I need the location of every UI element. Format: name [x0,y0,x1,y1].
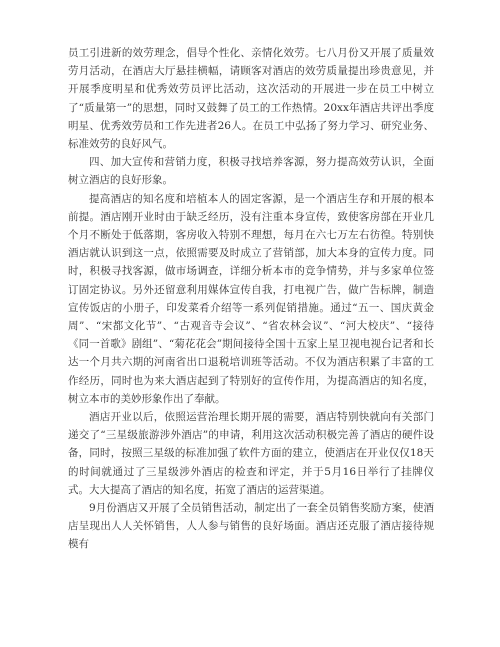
paragraph-service-activities: 员工引进新的效劳理念，倡导个性化、亲情化效劳。七八月份又开展了质量效劳月活动，在酒店大厅悬挂横幅，请顾客对酒店的效劳质量提出珍贵意见，并开展季度明星和优秀效劳员评比活动，这次活动的开展进一步在员工中树立了“质量第一”的思想，同时又鼓舞了员工的工作热情。20xx年酒店共评出季度明星、优秀效劳员和工作先进者26人。在员工中弘扬了努力学习、研究业务、标准效劳的良好风气。 [68,47,434,151]
paragraph-all-staff-sales: 9月份酒店又开展了全员销售活动，制定出了一套全员销售奖励方案，使酒店呈现出人人关怀销售，人人参与销售的良好场面。酒店还克服了酒店接待规模有 [68,502,434,551]
paragraph-three-star-rating: 酒店开业以后，依照运营治理长期开展的需要，酒店特别快就向有关部门递交了“三星级旅游涉外酒店”的申请，利用这次活动积极完善了酒店的硬件设备，同时，按照三星级的标准加强了软件方面的建立，使酒店在开业仅仅18天的时间就通过了三星级涉外酒店的检查和评定，并于5月16日举行了挂牌仪式。大大提高了酒店的知名度，拓宽了酒店的运营渠道。 [68,411,434,496]
paragraph-section-four-heading: 四、加大宣传和营销力度，积极寻找培养客源，努力提高效劳认识，全面树立酒店的良好形象。 [68,156,434,187]
paragraph-promotion: 提高酒店的知名度和培植本人的固定客源，是一个酒店生存和开展的根本前提。酒店刚开业时由于缺乏经历，没有注重本身宣传，致使客房部在开业几个月不断处于低落期，客房收入特别不理想，每月在六七万左右彷徨。特别快酒店就认识到这一点，依照需要及时成立了营销部，加大本身的宣传力度。同时，积极寻找客源，做市场调查，详细分析本市的竞争情势，并与多家单位签订固定协议。另外还留意利用媒体宣传自我，打电视广告，做广告标牌，制造宣传饭店的小册子，印发菜肴介绍等一系列促销措施。通过“五一、国庆黄金周”、“宋都文化节”、“古观音寺会议”、“省农林会议”、“河大校庆”、“接待《同一首歌》剧组”、“菊花花会”期间接待全国十五家上星卫视电视台记者和长达一个月共六期的河南省出口退税培训班等活动。不仅为酒店积累了丰富的工作经历，同时也为来大酒店起到了特别好的宣传作用，为提高酒店的知名度，树立本市的美妙形象作出了奉献。 [68,192,434,405]
